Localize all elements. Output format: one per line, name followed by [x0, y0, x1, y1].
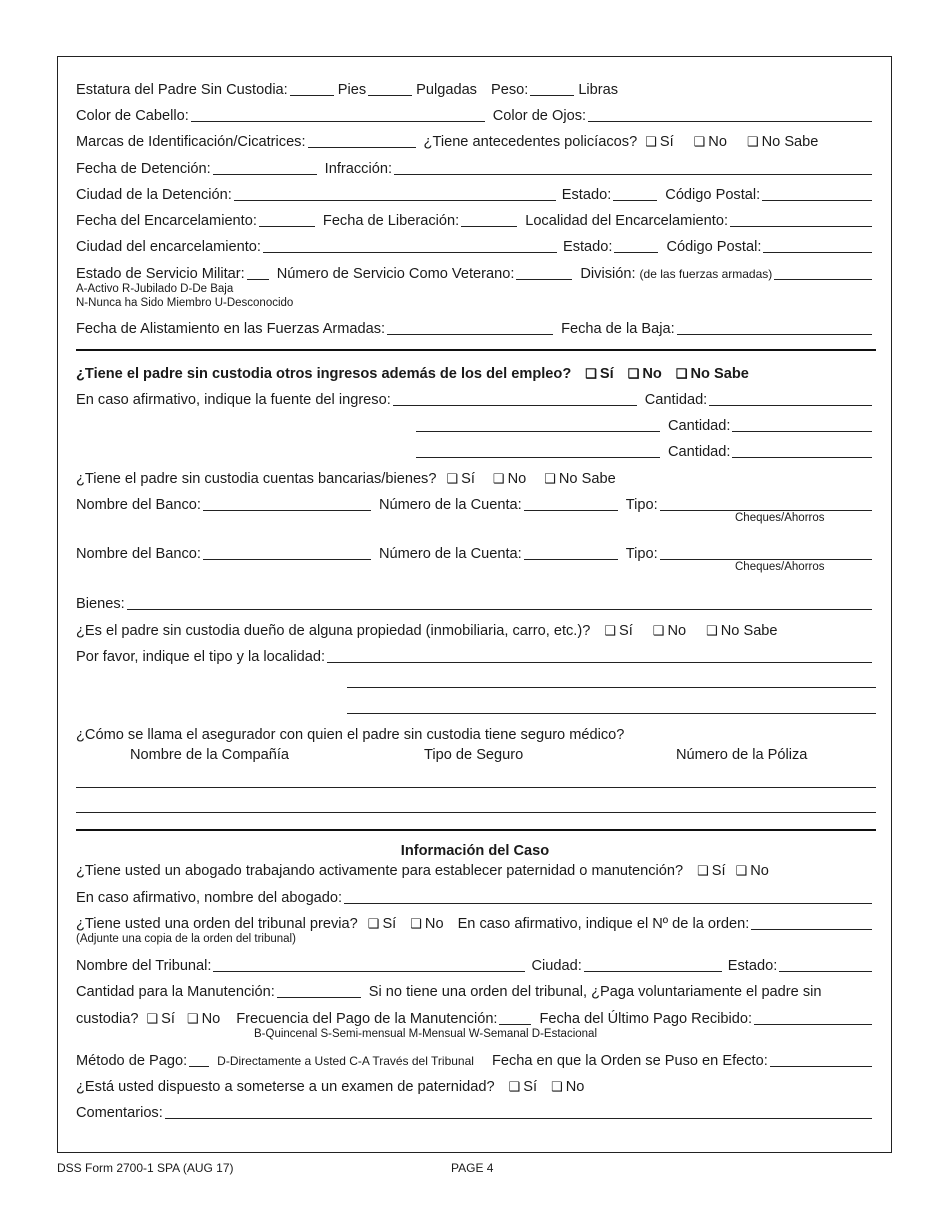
- label-codigo-postal: Código Postal:: [665, 187, 761, 203]
- ultimo-pago-field[interactable]: [754, 1009, 872, 1025]
- numero-cuenta-field-1[interactable]: [524, 495, 618, 511]
- row-propiedad: [76, 619, 876, 639]
- ciudad-encarcelamiento-field[interactable]: [263, 237, 557, 253]
- label-si: Sí: [382, 916, 397, 932]
- label-numero-cuenta-2: Número de la Cuenta:: [378, 546, 522, 562]
- pulgadas-field[interactable]: [368, 80, 412, 96]
- label-bienes: Bienes:: [76, 596, 125, 612]
- label-examen-paternidad: ¿Está usted dispuesto a someterse a un examen de paternidad?: [76, 1079, 495, 1095]
- ojos-field[interactable]: [588, 106, 872, 122]
- localidad-field[interactable]: [730, 211, 872, 227]
- servicio-militar-field[interactable]: [247, 264, 269, 280]
- seguro-field-2[interactable]: [76, 812, 876, 813]
- label-fecha-encarcelamiento: Fecha del Encarcelamiento:: [76, 213, 257, 229]
- row-abogado-q: [76, 859, 876, 879]
- label-ultimo-pago: Fecha del Último Pago Recibido:: [539, 1011, 753, 1027]
- label-division-note: (de las fuerzas armadas): [639, 267, 773, 281]
- metodo-pago-field[interactable]: [189, 1051, 209, 1067]
- orden-no-checkbox[interactable]: ❑: [410, 916, 422, 931]
- label-fecha-baja: Fecha de la Baja:: [561, 321, 675, 337]
- label-codigo-postal-2: Código Postal:: [666, 239, 762, 255]
- label-division: División:: [580, 266, 636, 282]
- label-cuentas: ¿Tiene el padre sin custodia cuentas bancarias/bienes?: [76, 471, 437, 487]
- label-cantidad-3: Cantidad:: [668, 444, 731, 460]
- voluntario-si-checkbox[interactable]: ❑: [146, 1011, 159, 1026]
- cheques-ahorros-hint-1: Cheques/Ahorros: [735, 512, 825, 524]
- label-ojos: Color de Ojos:: [492, 108, 587, 124]
- numero-orden-field[interactable]: [751, 914, 872, 930]
- nombre-banco-field-1[interactable]: [203, 495, 371, 511]
- fuente-ingreso-field-1[interactable]: [393, 390, 637, 406]
- antecedentes-si-checkbox[interactable]: ❑: [645, 134, 657, 149]
- label-numero-poliza: Número de la Póliza: [676, 747, 808, 763]
- fecha-orden-efecto-field[interactable]: [770, 1051, 872, 1067]
- row-fuente-2: [416, 414, 876, 434]
- nombre-tribunal-field[interactable]: [213, 956, 525, 972]
- section-divider-1: [76, 349, 876, 351]
- row-comentarios: [76, 1101, 876, 1121]
- ingresos-si-checkbox[interactable]: ❑: [585, 366, 597, 381]
- row-tribunal: [76, 954, 876, 974]
- label-no: No: [201, 1011, 221, 1027]
- cabello-field[interactable]: [191, 106, 485, 122]
- fecha-encarcelamiento-field[interactable]: [259, 211, 315, 227]
- tipo-localidad-field-2[interactable]: [347, 687, 876, 688]
- label-asegurador: ¿Cómo se llama el asegurador con quien el padre sin custodia tiene seguro médico?: [76, 727, 625, 743]
- frecuencia-field[interactable]: [499, 1009, 531, 1025]
- bienes-field[interactable]: [127, 594, 872, 610]
- tipo-cuenta-field-2[interactable]: [660, 544, 872, 560]
- label-nombre-banco-2: Nombre del Banco:: [76, 546, 201, 562]
- adjunte-note: (Adjunte una copia de la orden del tribunal): [76, 933, 296, 945]
- row-detencion: [76, 157, 876, 177]
- row-alistamiento: [76, 317, 876, 337]
- row-ciudad-encarcelamiento: [76, 235, 876, 255]
- label-cantidad: Cantidad:: [644, 392, 708, 408]
- label-tipo-localidad: Por favor, indique el tipo y la localidad:: [76, 649, 326, 665]
- metodo-codes: D-Directamente a Usted C-A Través del Tribunal: [217, 1054, 474, 1068]
- examen-si-checkbox[interactable]: ❑: [508, 1079, 521, 1094]
- militar-codes-2: N-Nunca ha Sido Miembro U-Desconocido: [76, 297, 294, 309]
- row-otros-ingresos: [76, 362, 876, 382]
- label-tipo-2: Tipo:: [625, 546, 658, 562]
- fecha-liberacion-field[interactable]: [461, 211, 517, 227]
- label-fecha-liberacion: Fecha de Liberación:: [322, 213, 460, 229]
- section-title-caso: Información del Caso: [400, 843, 550, 859]
- label-no: No: [708, 134, 727, 150]
- label-frecuencia: Frecuencia del Pago de la Manutención:: [236, 1011, 498, 1027]
- estado-detencion-field[interactable]: [613, 185, 657, 201]
- fuente-ingreso-field-2[interactable]: [416, 416, 660, 432]
- division-field[interactable]: [774, 264, 872, 280]
- ciudad-detencion-field[interactable]: [234, 185, 556, 201]
- label-no: No: [565, 1079, 585, 1095]
- row-marcas: [76, 130, 876, 150]
- cuentas-nosabe-checkbox[interactable]: ❑: [544, 471, 556, 486]
- label-no: No: [507, 471, 527, 487]
- row-banco-2: [76, 542, 876, 562]
- label-ciudad-encarcelamiento: Ciudad del encarcelamiento:: [76, 239, 261, 255]
- label-propiedad: ¿Es el padre sin custodia dueño de alguna propiedad (inmobiliaria, carro, etc.)?: [76, 623, 591, 639]
- fecha-baja-field[interactable]: [677, 319, 872, 335]
- label-si: Sí: [659, 134, 674, 150]
- label-estatura: Estatura del Padre Sin Custodia:: [76, 82, 288, 98]
- label-si: Sí: [711, 863, 726, 879]
- row-custodia-frecuencia: [76, 1007, 876, 1027]
- label-otros-ingresos: ¿Tiene el padre sin custodia otros ingresos además de los del empleo?: [76, 366, 572, 382]
- footer-form-id: DSS Form 2700-1 SPA (AUG 17): [57, 1161, 234, 1175]
- label-antecedentes: ¿Tiene antecedentes policíacos?: [423, 134, 638, 150]
- label-metodo-pago: Método de Pago:: [76, 1053, 188, 1069]
- label-numero-veterano: Número de Servicio Como Veterano:: [276, 266, 515, 282]
- label-cantidad-2: Cantidad:: [668, 418, 731, 434]
- row-encarcelamiento: [76, 209, 876, 229]
- propiedad-nosabe-checkbox[interactable]: ❑: [706, 623, 718, 638]
- label-paga-voluntariamente: Si no tiene una orden del tribunal, ¿Paga voluntariamente el padre sin: [368, 984, 822, 1000]
- label-orden-previa: ¿Tiene usted una orden del tribunal previa?: [76, 916, 358, 932]
- tipo-localidad-field-1[interactable]: [327, 647, 872, 663]
- label-no: No: [750, 863, 769, 879]
- label-abogado-q: ¿Tiene usted un abogado trabajando activamente para establecer paternidad o manutención?: [76, 863, 684, 879]
- fecha-detencion-field[interactable]: [213, 159, 317, 175]
- label-si: Sí: [461, 471, 475, 487]
- voluntario-no-checkbox[interactable]: ❑: [186, 1011, 199, 1026]
- row-nombre-abogado: [76, 886, 876, 906]
- label-tipo-seguro: Tipo de Seguro: [424, 747, 524, 763]
- abogado-no-checkbox[interactable]: ❑: [735, 863, 748, 878]
- fuente-ingreso-field-3[interactable]: [416, 442, 660, 458]
- row-banco-1: [76, 493, 876, 513]
- label-estado: Estado:: [727, 958, 778, 974]
- label-nosabe: No Sabe: [720, 623, 778, 639]
- fecha-alistamiento-field[interactable]: [387, 319, 553, 335]
- label-pulgadas: Pulgadas: [416, 82, 477, 98]
- label-custodia: custodia?: [76, 1011, 139, 1027]
- peso-field[interactable]: [530, 80, 574, 96]
- numero-veterano-field[interactable]: [516, 264, 572, 280]
- examen-no-checkbox[interactable]: ❑: [551, 1079, 563, 1094]
- label-nombre-banco: Nombre del Banco:: [76, 497, 201, 513]
- label-comentarios: Comentarios:: [76, 1105, 163, 1121]
- row-estatura: [76, 78, 876, 98]
- label-servicio-militar: Estado de Servicio Militar:: [76, 266, 245, 282]
- label-cantidad-manutencion: Cantidad para la Manutención:: [76, 984, 275, 1000]
- ingresos-nosabe-checkbox[interactable]: ❑: [675, 366, 688, 381]
- ciudad-tribunal-field[interactable]: [584, 956, 722, 972]
- militar-codes-1: A-Activo R-Jubilado D-De Baja: [76, 283, 234, 295]
- row-metodo-pago: [76, 1049, 876, 1069]
- cantidad-field-2[interactable]: [732, 416, 872, 432]
- antecedentes-nosabe-checkbox[interactable]: ❑: [746, 134, 759, 149]
- label-peso: Peso:: [490, 82, 529, 98]
- label-fecha-orden-efecto: Fecha en que la Orden se Puso en Efecto:: [491, 1053, 768, 1069]
- cheques-ahorros-hint-2: Cheques/Ahorros: [735, 561, 825, 573]
- label-si: Sí: [599, 366, 614, 382]
- row-cantidad-manutencion: [76, 980, 876, 1000]
- pies-field[interactable]: [290, 80, 334, 96]
- footer-page-number: PAGE 4: [451, 1161, 494, 1175]
- infraccion-field[interactable]: [394, 159, 872, 175]
- nombre-banco-field-2[interactable]: [203, 544, 371, 560]
- marcas-field[interactable]: [308, 132, 416, 148]
- propiedad-no-checkbox[interactable]: ❑: [652, 623, 665, 638]
- label-localidad: Localidad del Encarcelamiento:: [525, 213, 729, 229]
- label-nombre-abogado: En caso afirmativo, nombre del abogado:: [76, 890, 343, 906]
- seguro-field-1[interactable]: [76, 787, 876, 788]
- row-orden-previa: [76, 912, 876, 932]
- codigo-postal-encarcelamiento-field[interactable]: [763, 237, 872, 253]
- label-nombre-tribunal: Nombre del Tribunal:: [76, 958, 212, 974]
- tipo-cuenta-field-1[interactable]: [660, 495, 872, 511]
- row-examen-paternidad: [76, 1075, 876, 1095]
- comentarios-field[interactable]: [165, 1103, 872, 1119]
- tipo-localidad-field-3[interactable]: [347, 713, 876, 714]
- cuentas-no-checkbox[interactable]: ❑: [492, 471, 505, 486]
- cuentas-si-checkbox[interactable]: ❑: [446, 471, 459, 486]
- label-infraccion: Infracción:: [324, 161, 392, 177]
- label-cabello: Color de Cabello:: [76, 108, 189, 124]
- label-numero-cuenta: Número de la Cuenta:: [378, 497, 522, 513]
- estado-encarcelamiento-field[interactable]: [614, 237, 658, 253]
- label-fecha-alistamiento: Fecha de Alistamiento en las Fuerzas Armadas:: [76, 321, 386, 337]
- label-fuente-ingreso: En caso afirmativo, indique la fuente del ingreso:: [76, 392, 391, 408]
- label-nosabe: No Sabe: [690, 366, 749, 382]
- cantidad-manutencion-field[interactable]: [277, 982, 361, 998]
- label-no: No: [642, 366, 662, 382]
- frecuencia-codes: B-Quincenal S-Semi-mensual M-Mensual W-Semanal D-Estacional: [254, 1028, 597, 1040]
- row-cabello-ojos: [76, 104, 876, 124]
- label-libras: Libras: [578, 82, 619, 98]
- codigo-postal-detencion-field[interactable]: [762, 185, 872, 201]
- label-si: Sí: [618, 623, 633, 639]
- label-tipo: Tipo:: [625, 497, 658, 513]
- label-fecha-detencion: Fecha de Detención:: [76, 161, 211, 177]
- label-si: Sí: [161, 1011, 175, 1027]
- label-nosabe: No Sabe: [761, 134, 819, 150]
- row-fuente-1: [76, 388, 876, 408]
- label-ciudad-detencion: Ciudad de la Detención:: [76, 187, 232, 203]
- ingresos-no-checkbox[interactable]: ❑: [627, 366, 640, 381]
- label-ciudad: Ciudad:: [531, 958, 582, 974]
- section-divider-2: [76, 829, 876, 831]
- nombre-abogado-field[interactable]: [344, 888, 872, 904]
- row-militar: [76, 262, 876, 282]
- label-compania: Nombre de la Compañía: [130, 747, 289, 763]
- label-nosabe: No Sabe: [558, 471, 616, 487]
- propiedad-si-checkbox[interactable]: ❑: [604, 623, 616, 638]
- label-estado: Estado:: [561, 187, 612, 203]
- label-si: Sí: [523, 1079, 538, 1095]
- numero-cuenta-field-2[interactable]: [524, 544, 618, 560]
- label-no: No: [667, 623, 687, 639]
- label-estado-2: Estado:: [562, 239, 613, 255]
- antecedentes-no-checkbox[interactable]: ❑: [693, 134, 706, 149]
- abogado-si-checkbox[interactable]: ❑: [697, 863, 709, 878]
- cantidad-field-3[interactable]: [732, 442, 872, 458]
- label-numero-orden: En caso afirmativo, indique el Nº de la orden:: [457, 916, 750, 932]
- row-cuentas: [76, 467, 876, 487]
- row-fuente-3: [416, 440, 876, 460]
- row-ciudad-detencion: [76, 183, 876, 203]
- label-marcas: Marcas de Identificación/Cicatrices:: [76, 134, 306, 150]
- label-no: No: [424, 916, 444, 932]
- orden-si-checkbox[interactable]: ❑: [367, 916, 380, 931]
- label-pies: Pies: [337, 82, 367, 98]
- cantidad-field-1[interactable]: [709, 390, 872, 406]
- row-bienes: [76, 592, 876, 612]
- estado-tribunal-field[interactable]: [779, 956, 872, 972]
- row-tipo-localidad: [76, 645, 876, 665]
